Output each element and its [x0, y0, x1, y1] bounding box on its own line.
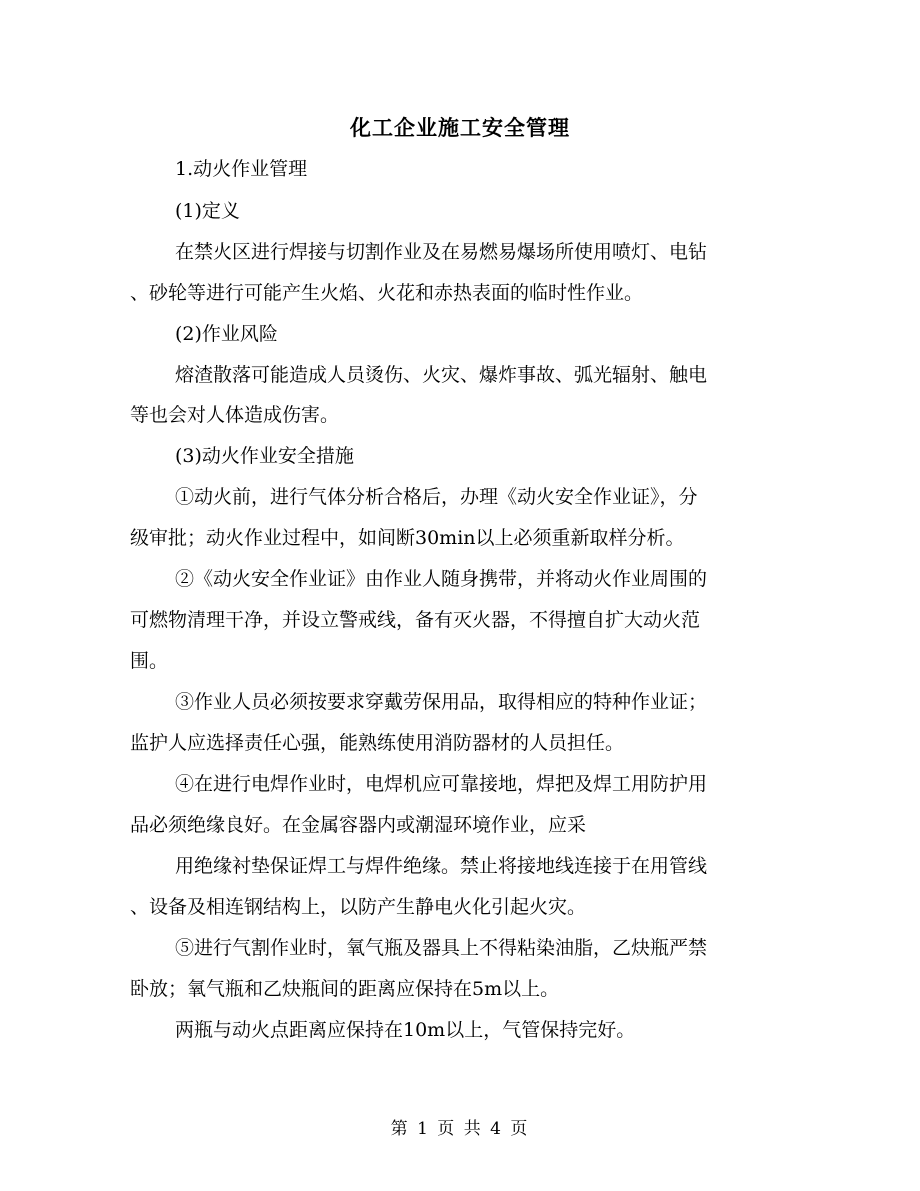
page-number-footer: 第 1 页 共 4 页 [390, 1119, 530, 1139]
paragraph-line: 卧放；氧气瓶和乙炔瓶间的距离应保持在5m以上。 [130, 978, 560, 1000]
paragraph-line: ③作业人员必须按要求穿戴劳保用品，取得相应的特种作业证； [175, 691, 708, 713]
subsection-heading: (2)作业风险 [175, 323, 278, 345]
paragraph-line: 级审批；动火作业过程中，如间断30min以上必须重新取样分析。 [130, 527, 685, 549]
subsection-heading: (3)动火作业安全措施 [175, 445, 354, 467]
paragraph-line: 可燃物清理干净，并设立警戒线，备有灭火器，不得擅自扩大动火范 [130, 609, 701, 631]
paragraph-line: 、砂轮等进行可能产生火焰、火花和赤热表面的临时性作业。 [130, 282, 644, 304]
document-title: 化工企业施工安全管理 [350, 115, 570, 140]
subsection-heading: (1)定义 [175, 200, 240, 222]
paragraph-line: 品必须绝缘良好。在金属容器内或潮湿环境作业，应采 [130, 814, 587, 836]
paragraph-line: 用绝缘衬垫保证焊工与焊件绝缘。禁止将接地线连接于在用管线 [175, 855, 708, 877]
paragraph-line: 在禁火区进行焊接与切割作业及在易燃易爆场所使用喷灯、电钻 [175, 241, 708, 263]
paragraph-line: 围。 [130, 650, 169, 672]
paragraph-line: 、设备及相连钢结构上，以防产生静电火化引起火灾。 [130, 896, 587, 918]
paragraph-line: 两瓶与动火点距离应保持在10m以上，气管保持完好。 [175, 1019, 636, 1041]
paragraph-line: ④在进行电焊作业时，电焊机应可靠接地，焊把及焊工用防护用 [175, 773, 708, 795]
paragraph-line: ②《动火安全作业证》由作业人随身携带，并将动火作业周围的 [175, 568, 708, 590]
paragraph-line: ⑤进行气割作业时，氧气瓶及器具上不得粘染油脂，乙炔瓶严禁 [175, 937, 708, 959]
paragraph-line: ①动火前，进行气体分析合格后，办理《动火安全作业证》，分 [175, 486, 698, 508]
paragraph-line: 监护人应选择责任心强，能熟练使用消防器材的人员担任。 [130, 732, 625, 754]
paragraph-line: 熔渣散落可能造成人员烫伤、火灾、爆炸事故、弧光辐射、触电 [175, 364, 708, 386]
section-heading: 1.动火作业管理 [175, 158, 308, 180]
paragraph-line: 等也会对人体造成伤害。 [130, 404, 340, 426]
